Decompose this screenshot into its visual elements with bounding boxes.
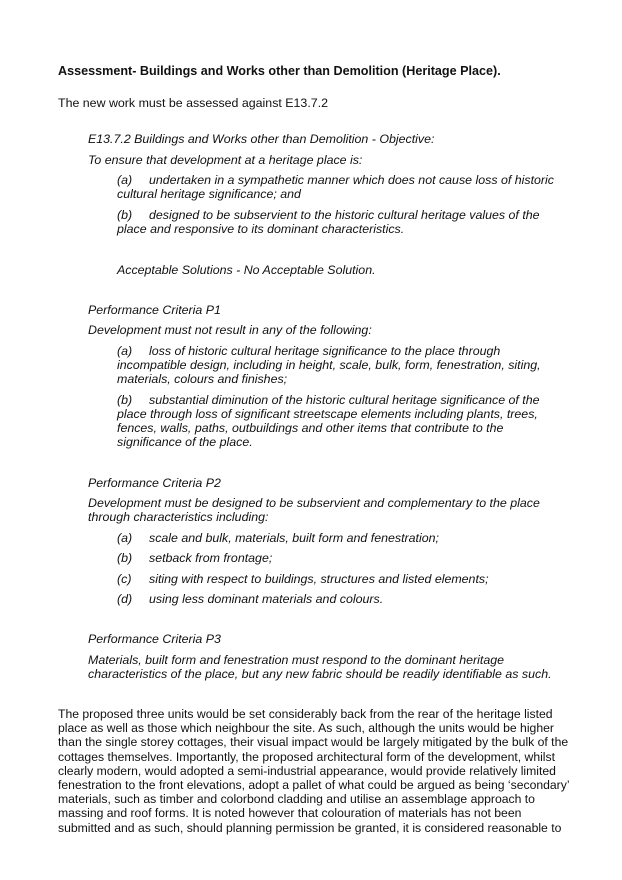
- p1-lead: Development must not result in any of the following:: [88, 323, 372, 337]
- item-label: (c): [117, 572, 132, 586]
- objective-title: E13.7.2 Buildings and Works other than Demolition - Objective:: [88, 132, 435, 146]
- item-label: (a): [117, 173, 133, 187]
- p3-text: Materials, built form and fenestration must respond to the dominant heritage characteristics of the place, but any new fabric should be readily identifiable as such.: [88, 653, 552, 681]
- p2-lead: Development must be designed to be subservient and complementary to the place through characteristics including:: [88, 496, 540, 524]
- item-text: loss of historic cultural heritage significance to the place through incompatible design, including in height, scale, bulk, form, fenestration, siting, materials, colours and finishes;: [117, 344, 541, 386]
- intro-text: The new work must be assessed against E13.7.2: [58, 96, 328, 110]
- item-text: undertaken in a sympathetic manner which does not cause loss of historic cultural heritage significance; and: [117, 173, 554, 201]
- objective-item-b: [117, 208, 562, 236]
- item-text: using less dominant materials and colours.: [149, 592, 384, 606]
- item-text: designed to be subservient to the historic cultural heritage values of the place and responsive to its dominant characteristics.: [117, 208, 540, 236]
- p2-title: Performance Criteria P2: [88, 476, 221, 490]
- item-text: siting with respect to buildings, structures and listed elements;: [149, 572, 489, 586]
- item-text: substantial diminution of the historic cultural heritage significance of the place through loss of significant streetscape elements including plants, trees, fences, walls, paths, outbuildings and other items that contribute to the significance of the place.: [117, 393, 540, 449]
- item-text: scale and bulk, materials, built form and fenestration;: [149, 531, 439, 545]
- objective-item-a: [117, 173, 562, 201]
- item-label: (b): [117, 551, 133, 565]
- item-label: (a): [117, 344, 133, 358]
- p2-item-b: [117, 551, 562, 565]
- p3-title: Performance Criteria P3: [88, 632, 221, 646]
- objective-lead: To ensure that development at a heritage place is:: [88, 153, 363, 167]
- p2-item-d: [117, 592, 562, 606]
- item-label: (d): [117, 592, 133, 606]
- p1-item-a: [117, 344, 562, 386]
- item-text: setback from frontage;: [149, 551, 273, 565]
- p2-item-a: [117, 531, 562, 545]
- section-heading: Assessment- Buildings and Works other than Demolition (Heritage Place).: [58, 64, 501, 78]
- p2-item-c: [117, 572, 562, 586]
- acceptable-solutions: Acceptable Solutions - No Acceptable Solution.: [117, 263, 376, 277]
- item-label: (b): [117, 208, 133, 222]
- assessment-paragraph: The proposed three units would be set considerably back from the rear of the heritage listed place as well as those which neighbour the site. As such, although the units would be higher than the single storey cottages, their visual impact would be largely mitigated by the bulk of the cottages themselves. Importantly, the proposed architectural form of the development, whilst clearly modern, would adopted a semi-industrial appearance, would provide relatively limited fenestration to the front elevations, adopt a pallet of what could be argued as being ‘secondary’ materials, such as timber and colorbond cladding and utilise an assemblage approach to massing and roof forms. It is noted however that colouration of materials has not been submitted and as such, should planning permission be granted, it is considered reasonable to: [58, 707, 570, 835]
- item-label: (b): [117, 393, 133, 407]
- p1-item-b: [117, 393, 562, 449]
- item-label: (a): [117, 531, 133, 545]
- p1-title: Performance Criteria P1: [88, 303, 221, 317]
